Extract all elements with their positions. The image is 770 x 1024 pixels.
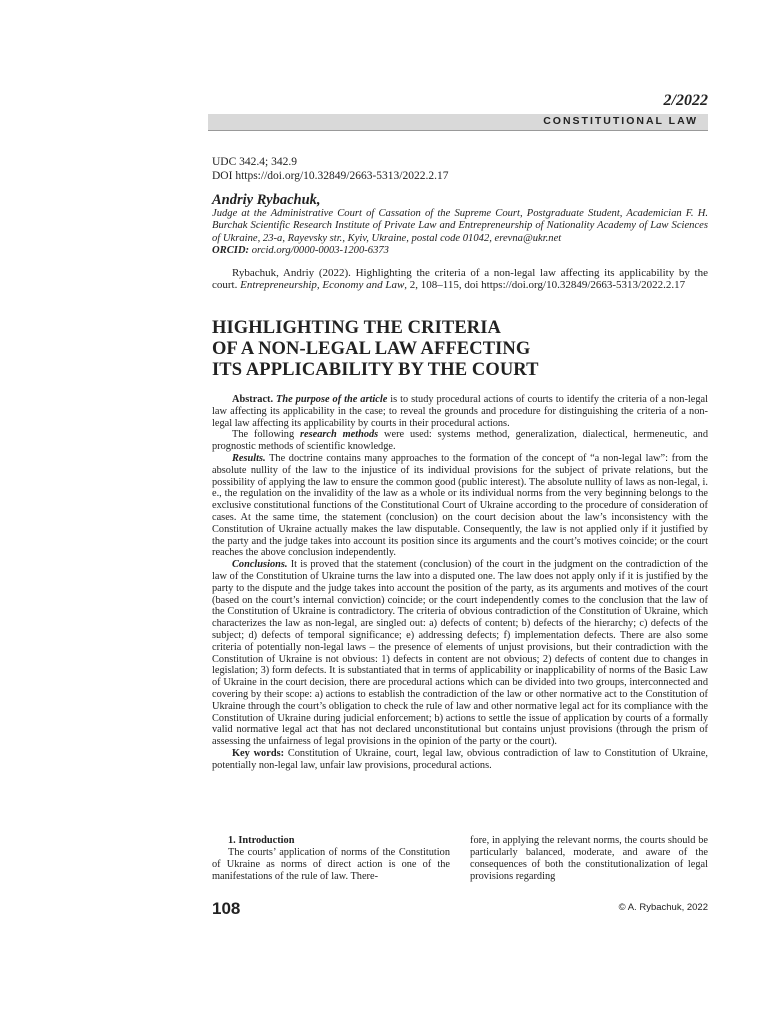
udc-line: UDC 342.4; 342.9 [212,156,297,168]
body-column-right [470,835,708,883]
keywords-text: Constitution of Ukraine, court, legal law, obvious contradiction of law to Constitution of Ukraine, potentially non-legal law, unfair law provisions, procedural actions. [212,747,708,771]
citation-text-a: Rybachuk, Andriy (2022). Highlighting the criteria of a non-legal law affecting its applicability by the court. [212,267,708,292]
orcid-label: ORCID: [212,245,250,257]
purpose-text: is to study procedural actions of courts to identify the criteria of a non-legal law affecting its applicability in the case; to reveal the grounds and procedure for distinguishing the criteria of a non-legal law affecting its applicability by courts in their procedural actions. [212,394,708,429]
body-column-left [212,835,450,883]
page-number: 108 [212,899,241,918]
author-affiliation [212,208,708,258]
conclusions-text: It is proved that the statement (conclusion) of the court in the judgment on the contradiction of the law of the Constitution of Ukraine turns the law into a disputed one. The law does not apply only if it is justified by the party to the dispute and the judge takes into account the position of the party, as its arguments and motives of the court (based on the court’s internal conviction) coincide; or the court independently comes to the conclusion that the law of the Constitution of Ukraine is contradictory. The criteria of obvious contradiction of the Constitution of Ukraine, which characterizes the law as non-legal, are singled out: a) defects of content; b) defects of the hierarchy; c) defects of the subject; d) defects of temporal significance; e) addressing defects; f) implementation defects. There are also some criteria of potentially non-legal laws – the presence of elements of unjust provisions, but their contradiction with the Constitution of Ukraine is not obvious: 1) defects in content are not obvious; 2) defects of content due to changes in legislation; 3) form defects. It is substantiated that in terms of applicability or inapplicability of norms of the Basic Law of Ukraine in the court decision, there are procedural actions which can be divided into two groups, interconnected and covering by their scope: a) actions to establish the contradiction of the law or other normative act to the Constitution of Ukraine through the court’s obligation to check the rule of law and other normative legal act for its compliance with the Constitution of Ukraine during judicial enforcement; b) actions to settle the issue of application by courts of a formally valid normative legal act that has not declared unconstitutional but contains unjust provisions (through the prism of assessing the unfairness of legal provisions in the opinion of the party or the court). [212,559,708,748]
citation-block [212,267,708,292]
keywords-label: Key words: [232,747,285,759]
citation-journal: Entrepreneurship, Economy and Law [240,279,405,292]
author-name: Andriy Rybachuk, [212,192,321,208]
orcid-link[interactable]: orcid.org/0000-0003-1200-6373 [251,245,389,257]
header-rule [208,130,708,131]
issue-number: 2/2022 [663,92,708,109]
purpose-label: The purpose of the article [276,394,388,405]
abstract-purpose [212,394,708,429]
article-title [212,318,712,381]
methods-text-a: The following [232,429,300,441]
intro-paragraph: The courts’ application of norms of the Constitution of Ukraine as norms of direct action is one of the manifestations of the rule of law. There- [212,846,450,882]
title-line-1: HIGHLIGHTING THE CRITERIA [212,318,501,338]
doi-line[interactable]: DOI https://doi.org/10.32849/2663-5313/2022.2.17 [212,170,449,182]
abstract-keywords [212,748,708,772]
section-banner [208,114,708,130]
continued-paragraph: fore, in applying the relevant norms, the courts should be particularly balanced, moderate, and aware of the consequences of both the constitutionalization of legal provisions regarding [470,835,708,882]
title-line-2: OF A NON-LEGAL LAW AFFECTING [212,339,531,359]
title-line-3: ITS APPLICABILITY BY THE COURT [212,360,539,380]
methods-label: research methods [299,429,379,441]
abstract-conclusions [212,559,708,748]
abstract-label: Abstract. [232,394,274,405]
citation-text-b: , 2, 108–115, doi https://doi.org/10.32849/2663-5313/2022.2.17 [404,279,686,292]
conclusions-label: Conclusions. [232,559,288,571]
results-label: Results. [232,452,266,464]
abstract [212,394,708,772]
copyright-notice: © A. Rybachuk, 2022 [618,902,708,913]
abstract-results [212,453,708,559]
methods-text-b: were used: systems method, generalization, dialectical, hermeneutic, and prognostic methods of scientific knowledge. [212,429,708,453]
abstract-methods [212,429,708,453]
affiliation-text: Judge at the Administrative Court of Cassation of the Supreme Court, Postgraduate Student, Academician F. H. Burchak Scientific Research Institute of Private Law and Entrepreneurship of Nationality Academy of Law Sciences of Ukraine, 23-a, Rayevsky str., Kyiv, Ukraine, postal code 01042, erevna@ukr.net [212,208,708,244]
intro-heading: 1. Introduction [228,835,295,846]
section-label: CONSTITUTIONAL LAW [543,115,698,127]
results-text: The doctrine contains many approaches to the formation of the concept of “a non-legal law”: from the absolute nullity of the law to the injustice of its individual provisions for the subject of private relations, but the possibility of applying the law to ensure the common good (public interest). The absolute nullity of laws as non-legal, i. e., the regulation on the invalidity of the law as a whole or its individual norms from the very beginning belongs to the exclusive constitutional functions of the Constitutional Court of Ukraine according to the procedure of consideration of cases. At the same time, the statement (conclusion) on the court decision about the law’s inconsistency with the Constitution of Ukraine actually makes the law disputable. Consequently, the law is not applied only if it justified by the party and the judge takes into account its position since its arguments and the court’s motives coincide; or the court reaches the above conclusion independently. [212,452,708,559]
